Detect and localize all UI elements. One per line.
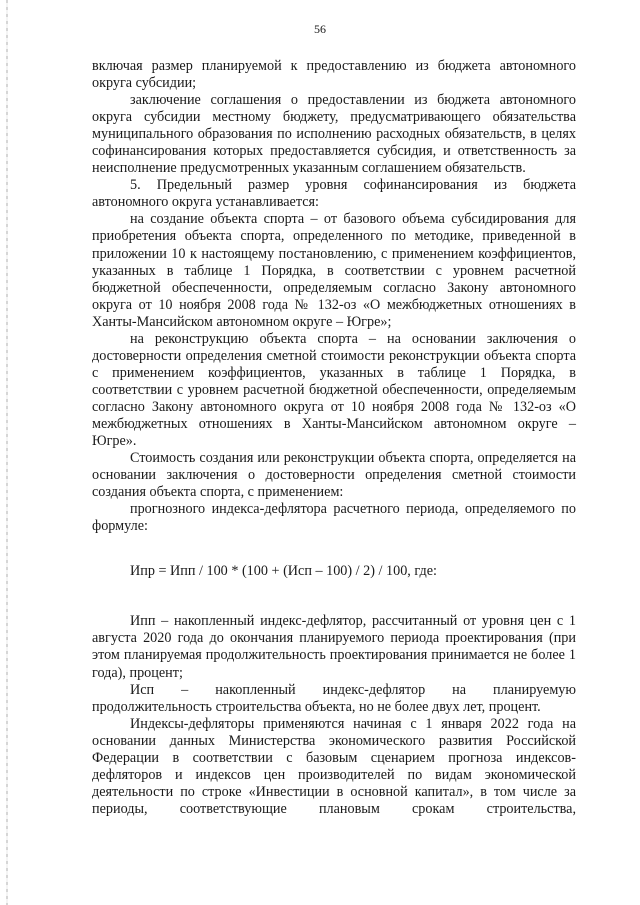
paragraph: включая размер планируемой к предоставлению из бюджета автономного округа субсидии; [92,58,576,92]
document-body [92,58,576,818]
paragraph: на реконструкцию объекта спорта – на основании заключения о достоверности определения сметной стоимости реконструкции объекта спорта с применением коэффициентов, указанных в таблице 1 Порядка, в соответствии с уровнем расчетной бюджетной обеспеченности, определяемым согласно Закону автономного округа от 10 ноября 2008 года № 132-оз «О межбюджетных отношениях в Ханты-Мансийском автономном округе – Югре». [92,330,576,450]
page-number: 56 [314,22,326,36]
paragraph: Индексы-дефляторы применяются начиная с 1 января 2022 года на основании данных Министерства экономического развития Российской Федерации в соответствии с базовым сценарием прогноза индексов-дефляторов и индексов цен производителей по видам экономической деятельности по строке «Инвестиции в основной капитал», в том числе за периоды, соответствующие плановым срокам строительства, [92,715,576,817]
paragraph: на создание объекта спорта – от базового объема субсидирования для приобретения объекта спорта, определенного по методике, приведенной в приложении 10 к настоящему постановлению, с применением коэффициентов, указанных в таблице 1 Порядка, в соответствии с уровнем расчетной бюджетной обеспеченности, определяемым согласно Закону автономного округа от 10 ноября 2008 года № 132-оз «О межбюджетных отношениях в Ханты-Мансийском автономном округе – Югре»; [92,211,576,330]
paragraph: прогнозного индекса-дефлятора расчетного периода, определяемого по формуле: [92,501,576,535]
paragraph: Исп – накопленный индекс-дефлятор на планируемую продолжительность строительства объекта, но не более двух лет, процент. [92,681,576,715]
paragraph: Ипп – накопленный индекс-дефлятор, рассчитанный от уровня цен с 1 августа 2020 года до окончания планируемого периода проектирования (при этом планируемая продолжительность проектирования принимается не более 1 года), процент; [92,613,576,681]
paragraph: заключение соглашения о предоставлении из бюджета автономного округа субсидии местному бюджету, предусматривающего обязательства муниципального образования по исполнению расходных обязательств, в целях софинансирования которых предоставляется субсидия, и ответственность за неисполнение предусмотренных указанным соглашением обязательств. [92,92,576,177]
paragraph: Стоимость создания или реконструкции объекта спорта, определяется на основании заключения о достоверности определения сметной стоимости создания объекта спорта, с применением: [92,450,576,501]
paragraph: 5. Предельный размер уровня софинансирования из бюджета автономного округа устанавливается: [92,177,576,211]
formula: Ипр = Ипп / 100 * (100 + (Исп – 100) / 2) / 100, где: [130,563,437,580]
scan-edge [6,0,8,905]
